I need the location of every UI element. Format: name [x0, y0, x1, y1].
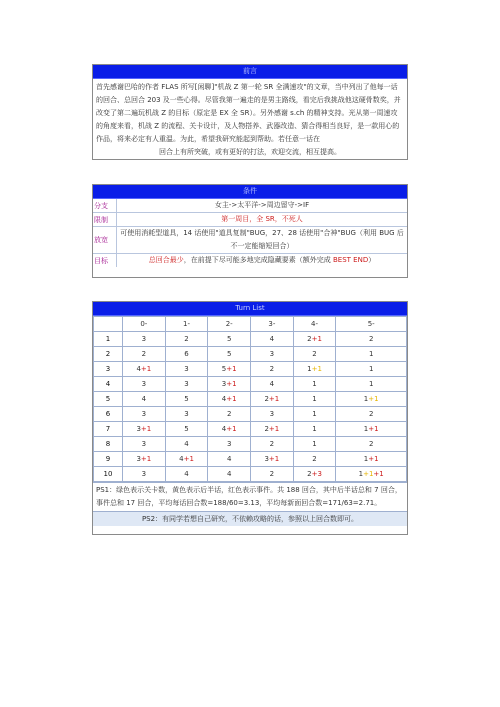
condition-value: 女主->太平洋->周边留守->IF: [214, 201, 310, 209]
condition-best-end: BEST END: [333, 256, 369, 264]
cell-turns: 4: [269, 335, 275, 343]
cell-turns: 2: [307, 470, 312, 478]
cell-turns: 3: [264, 455, 269, 463]
condition-value: 可使用消耗型道具，14 话使用"道具复制"BUG，27、28 话使用"合神"BUG（利用 BUG 后不一定能缩短回合）: [120, 229, 404, 250]
table-cell: [251, 437, 294, 452]
conditions-panel: [92, 184, 408, 278]
cell-event: +1: [373, 470, 384, 478]
cell-turns: 1: [363, 425, 369, 433]
column-header: 5-: [336, 317, 407, 332]
cell-event: +1: [140, 425, 152, 433]
cell-turns: 1: [312, 410, 317, 418]
table-cell: [336, 362, 407, 377]
cell-event: +1: [368, 425, 379, 433]
cell-turns: 2: [368, 440, 374, 448]
table-cell: [293, 407, 336, 422]
table-cell: [123, 332, 166, 347]
table-row: [94, 362, 407, 377]
cell-turns: 6: [184, 350, 189, 358]
table-cell: [293, 452, 336, 467]
row-number: 6: [94, 407, 123, 422]
table-cell: [251, 422, 294, 437]
cell-turns: 3: [226, 440, 232, 448]
cell-event: +1: [268, 425, 280, 433]
cell-event: +1: [226, 395, 237, 403]
table-cell: [208, 392, 251, 407]
table-row: [94, 467, 407, 482]
cell-turns: 4: [221, 425, 227, 433]
cell-turns: 4: [226, 455, 232, 463]
cell-turns: 2: [141, 350, 147, 358]
cell-turns: 2: [368, 335, 374, 343]
table-cell: [165, 452, 208, 467]
table-row: [94, 377, 407, 392]
table-cell: [293, 362, 336, 377]
condition-row: [93, 226, 407, 253]
table-cell: [336, 392, 407, 407]
condition-row: [93, 212, 407, 226]
cell-event: +3: [311, 470, 322, 478]
cell-second-half: +1: [311, 365, 322, 373]
row-number: 10: [94, 467, 123, 482]
cell-turns: 4: [141, 395, 147, 403]
intro-text: [93, 79, 407, 161]
cell-turns: 2: [269, 440, 275, 448]
table-cell: [165, 437, 208, 452]
table-cell: [336, 347, 407, 362]
cell-turns: 1: [363, 455, 369, 463]
row-number: 3: [94, 362, 123, 377]
cell-turns: 1: [368, 350, 374, 358]
cell-turns: 4: [184, 440, 189, 448]
cell-turns: 2: [269, 470, 275, 478]
condition-goal: 总回合最少: [148, 256, 184, 264]
table-cell: [165, 332, 208, 347]
table-cell: [165, 467, 208, 482]
table-cell: [208, 332, 251, 347]
cell-event: +1: [183, 455, 194, 463]
table-cell: [165, 377, 208, 392]
table-cell: [123, 452, 166, 467]
cell-turns: 5: [184, 395, 189, 403]
table-cell: [123, 422, 166, 437]
turn-list-panel: [92, 301, 408, 535]
cell-turns: 4: [136, 365, 141, 373]
table-cell: [251, 332, 294, 347]
table-cell: [208, 452, 251, 467]
cell-second-half: +1: [363, 470, 374, 478]
table-cell: [293, 422, 336, 437]
cell-turns: 4: [226, 470, 232, 478]
cell-turns: 2: [264, 395, 269, 403]
condition-key: 限制: [93, 213, 117, 226]
table-cell: [208, 347, 251, 362]
cell-event: +1: [140, 455, 152, 463]
cell-event: +1: [226, 425, 237, 433]
cell-turns: 3: [141, 335, 147, 343]
cell-turns: 2: [184, 335, 189, 343]
table-cell: [336, 377, 407, 392]
row-number: 9: [94, 452, 123, 467]
column-header: 3-: [251, 317, 294, 332]
condition-key: 目标: [93, 254, 117, 267]
condition-row: [93, 253, 407, 267]
table-cell: [336, 452, 407, 467]
table-cell: [336, 422, 407, 437]
table-row: [94, 437, 407, 452]
column-header: 4-: [293, 317, 336, 332]
row-number: 7: [94, 422, 123, 437]
condition-key: 放宽: [93, 227, 117, 253]
cell-event: +1: [368, 455, 379, 463]
table-row: [94, 332, 407, 347]
table-cell: [165, 362, 208, 377]
intro-panel: [92, 64, 408, 160]
cell-turns: 4: [221, 395, 227, 403]
cell-turns: 3: [141, 470, 147, 478]
table-cell: [293, 332, 336, 347]
cell-turns: 1: [307, 365, 312, 373]
row-number: 4: [94, 377, 123, 392]
table-cell: [336, 407, 407, 422]
turn-table: [93, 316, 407, 482]
cell-turns: 5: [184, 425, 189, 433]
condition-value: 第一周目，全 SR，不死人: [221, 215, 303, 223]
table-cell: [208, 422, 251, 437]
cell-turns: 1: [312, 380, 317, 388]
turn-list-header: Turn List: [93, 302, 407, 316]
cell-event: +1: [226, 365, 237, 373]
table-cell: [165, 392, 208, 407]
cell-turns: 3: [141, 380, 147, 388]
cell-turns: 3: [184, 380, 189, 388]
cell-turns: 3: [136, 455, 141, 463]
cell-turns: 4: [269, 380, 275, 388]
row-number: 5: [94, 392, 123, 407]
row-number: 1: [94, 332, 123, 347]
cell-event: +1: [140, 365, 152, 373]
cell-turns: 1: [363, 395, 369, 403]
cell-second-half: +1: [368, 395, 379, 403]
cell-turns: 2: [312, 350, 317, 358]
table-row: [94, 392, 407, 407]
intro-closing: 回合上有所突破，或有更好的打法，欢迎交流，相互提高。: [159, 148, 341, 156]
table-cell: [123, 407, 166, 422]
row-number: 2: [94, 347, 123, 362]
table-cell: [251, 377, 294, 392]
cell-turns: 1: [368, 365, 374, 373]
table-cell: [336, 437, 407, 452]
condition-key: 分支: [93, 199, 117, 212]
cell-turns: 3: [221, 380, 227, 388]
turn-table-head: [94, 317, 407, 332]
table-cell: [293, 347, 336, 362]
cell-turns: 1: [312, 440, 317, 448]
cell-turns: 2: [269, 365, 275, 373]
intro-paragraph: 首先感谢巴哈的作者 FLAS 所写[闲聊]"机战 Z 第一轮 SR 全满速攻"的文章，当中列出了他每一话的回合、总回合 203 及一些心得。尽管我第一遍走的是男主路线，看完后我挑战他这硬骨数奖，并改变了第二遍玩机战 Z 的目标（原定是 EX 全 SR）。另外感谢 s.ch 的精神支持。光从第一周速攻的角度来看，机战 Z 的流程、关卡设计，及人物搭养、武器改造、猜合得相当良好，是一款用心的作品，将来必定有人重温。为此，希望我研究能起到帮助。若任意一话在: [96, 83, 401, 143]
cell-turns: 2: [226, 410, 232, 418]
ps2-note: PS2：有同学若想自己研究，不依赖攻略的话，参照以上回合数即可。: [93, 511, 407, 526]
table-cell: [208, 362, 251, 377]
cell-turns: 5: [226, 350, 232, 358]
table-row: [94, 452, 407, 467]
table-cell: [208, 437, 251, 452]
conditions-rows: [93, 199, 407, 267]
table-cell: [293, 467, 336, 482]
table-cell: [165, 407, 208, 422]
table-cell: [208, 377, 251, 392]
table-cell: [251, 392, 294, 407]
table-cell: [293, 392, 336, 407]
row-number: 8: [94, 437, 123, 452]
table-cell: [336, 467, 407, 482]
cell-turns: 1: [312, 395, 317, 403]
table-cell: [165, 347, 208, 362]
table-cell: [123, 362, 166, 377]
condition-value: [117, 254, 407, 267]
table-cell: [123, 392, 166, 407]
table-cell: [251, 467, 294, 482]
condition-row: [93, 199, 407, 212]
cell-turns: 3: [269, 410, 275, 418]
turn-table-body: [94, 332, 407, 482]
table-cell: [208, 407, 251, 422]
ps1-note: PS1：绿色表示关卡数，黄色表示后半话，红色表示事件。共 188 回合，其中后半话总和 7 回合，事件总和 17 回合，平均每话回合数=188/60=3.13，平均每新面回合数=171/63=2.71。: [93, 482, 407, 511]
condition-goal-end: ）: [368, 256, 376, 264]
column-header: 1-: [165, 317, 208, 332]
table-cell: [123, 347, 166, 362]
table-cell: [123, 377, 166, 392]
conditions-header: 条件: [93, 185, 407, 199]
cell-turns: 2: [264, 425, 269, 433]
table-cell: [293, 437, 336, 452]
table-cell: [208, 467, 251, 482]
table-cell: [336, 332, 407, 347]
intro-header: 前言: [93, 65, 407, 79]
table-cell: [251, 362, 294, 377]
table-cell: [123, 467, 166, 482]
cell-event: +1: [268, 455, 280, 463]
table-row: [94, 422, 407, 437]
cell-event: +1: [268, 395, 280, 403]
cell-turns: 3: [136, 425, 141, 433]
table-row: [94, 347, 407, 362]
cell-turns: 1: [358, 470, 364, 478]
cell-turns: 1: [368, 380, 374, 388]
cell-turns: 3: [184, 365, 189, 373]
cell-turns: 2: [368, 410, 374, 418]
cell-turns: 3: [184, 410, 189, 418]
table-row: [94, 407, 407, 422]
table-cell: [251, 347, 294, 362]
cell-turns: 1: [312, 425, 317, 433]
condition-goal-rest: ，在前提下尽可能多地完成隐藏要素（额外完成: [183, 256, 333, 264]
cell-turns: 5: [226, 335, 232, 343]
table-corner: [94, 317, 123, 332]
cell-turns: 2: [312, 455, 317, 463]
cell-turns: 4: [179, 455, 184, 463]
table-cell: [293, 377, 336, 392]
column-header: 0-: [123, 317, 166, 332]
table-cell: [123, 437, 166, 452]
column-header: 2-: [208, 317, 251, 332]
table-cell: [251, 452, 294, 467]
cell-turns: 3: [269, 350, 275, 358]
cell-event: +1: [311, 335, 322, 343]
table-cell: [251, 407, 294, 422]
table-cell: [165, 422, 208, 437]
cell-turns: 2: [307, 335, 312, 343]
cell-turns: 3: [141, 440, 147, 448]
cell-event: +1: [226, 380, 237, 388]
cell-turns: 3: [141, 410, 147, 418]
cell-turns: 4: [184, 470, 189, 478]
cell-turns: 5: [221, 365, 227, 373]
